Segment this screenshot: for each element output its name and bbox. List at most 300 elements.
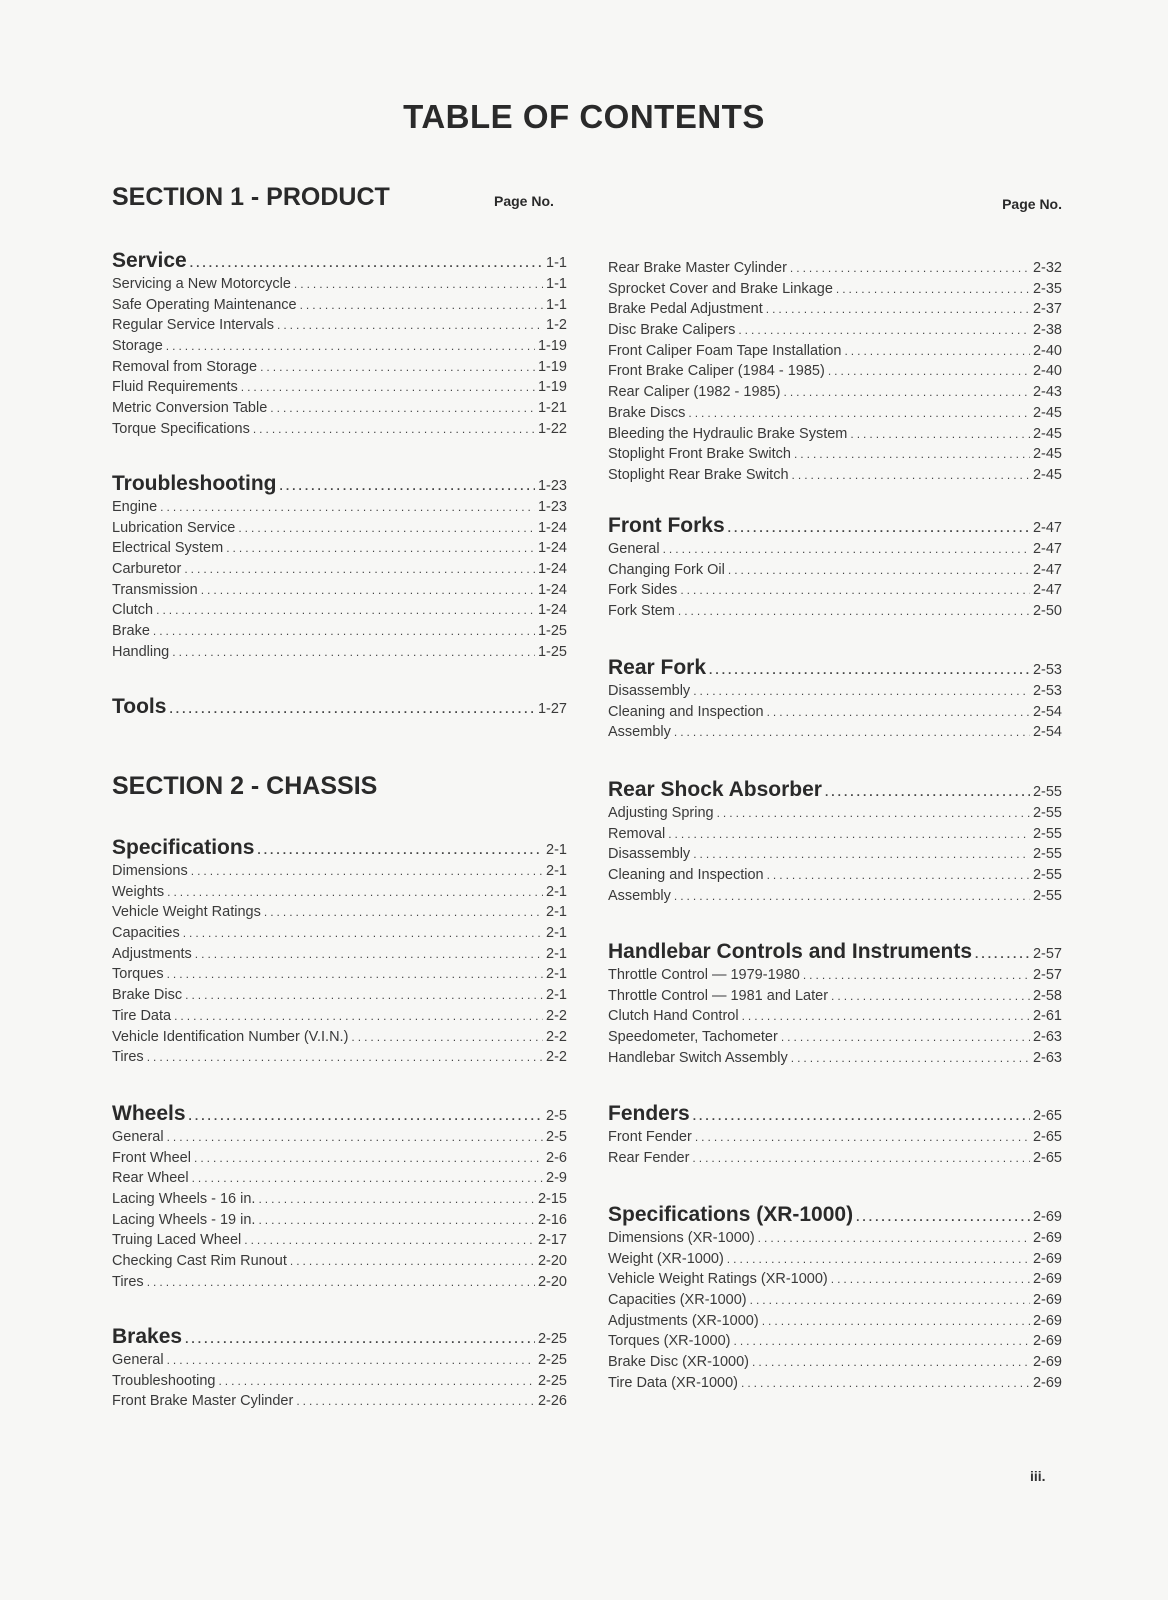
dot-leader (663, 539, 1030, 560)
toc-entry-row-page-number: 2-37 (1032, 301, 1062, 318)
toc-entry-row-page-number: 2-53 (1032, 683, 1062, 699)
dot-leader (191, 861, 543, 882)
toc-entry-row (608, 722, 1062, 743)
toc-entry-row-label: Front Brake Caliper (1984 - 1985) (608, 363, 825, 380)
toc-entry-row (608, 299, 1062, 320)
toc-entry-row-page-number: 2-47 (1032, 541, 1062, 557)
toc-entry-row-label: Torque Specifications (112, 420, 250, 437)
toc-heading-row-label: Rear Shock Absorber (608, 778, 822, 801)
toc-entry-row-label: Troubleshooting (112, 1372, 216, 1389)
toc-entry-row (608, 601, 1062, 622)
dot-leader (688, 403, 1030, 424)
toc-entry-row (112, 642, 567, 663)
dot-leader (728, 560, 1030, 581)
toc-entry-row (112, 1006, 567, 1027)
dot-leader (167, 1127, 543, 1148)
toc-entry-row-label: Regular Service Intervals (112, 317, 274, 334)
toc-heading-row (608, 655, 1062, 681)
dot-leader (752, 1352, 1030, 1373)
toc-entry-row-page-number: 2-26 (537, 1393, 567, 1410)
dot-leader (174, 1006, 543, 1027)
toc-entry-row (112, 1027, 567, 1048)
toc-group-front-forks (608, 513, 1062, 622)
toc-entry-row (112, 497, 567, 518)
toc-entry-row (608, 865, 1062, 886)
toc-entry-row (608, 1048, 1062, 1069)
toc-entry-row (608, 702, 1062, 723)
dot-leader (692, 1148, 1030, 1169)
toc-heading-row (608, 1202, 1062, 1228)
toc-entry-row-page-number: 2-55 (1032, 887, 1062, 904)
toc-entry-row-page-number: 2-57 (1032, 967, 1062, 983)
toc-heading-row-label: Front Forks (608, 514, 725, 537)
toc-entry-row-page-number: 2-40 (1032, 342, 1062, 359)
toc-heading-row (608, 1101, 1062, 1127)
toc-group-rear-shock-absorber (608, 777, 1062, 906)
toc-group-fenders (608, 1101, 1062, 1168)
toc-entry-row (608, 1290, 1062, 1311)
toc-entry-row-label: Removal (608, 825, 666, 842)
toc-entry-row-label: Servicing a New Motorcycle (112, 276, 291, 292)
dot-leader (241, 377, 535, 398)
toc-entry-row (608, 1373, 1062, 1394)
toc-heading-row (112, 248, 567, 274)
toc-entry-row-page-number: 1-24 (537, 519, 567, 536)
toc-entry-row-page-number: 2-9 (546, 1170, 567, 1187)
toc-entry-row-label: Adjustments (112, 945, 192, 962)
toc-heading-row-page-number: 2-65 (1032, 1108, 1062, 1124)
toc-entry-row-page-number: 2-63 (1032, 1029, 1062, 1046)
dot-leader (279, 473, 534, 499)
toc-entry-row-page-number: 1-19 (537, 379, 567, 396)
toc-heading-row (608, 513, 1062, 539)
toc-entry-row-page-number: 1-1 (546, 276, 567, 292)
dot-leader (156, 600, 535, 621)
toc-entry-row-page-number: 2-15 (537, 1191, 567, 1208)
toc-entry-row-page-number: 2-50 (1032, 603, 1062, 620)
toc-entry-row (608, 1006, 1062, 1027)
toc-heading-row-label: Wheels (112, 1102, 186, 1125)
toc-entry-row-label: Throttle Control — 1981 and Later (608, 987, 829, 1004)
toc-entry-row (608, 444, 1062, 465)
toc-entry-row-page-number: 2-63 (1032, 1049, 1062, 1066)
section-1-heading: SECTION 1 - PRODUCT (112, 183, 390, 211)
toc-entry-row-label: General (112, 1129, 164, 1145)
toc-entry-row (608, 560, 1062, 581)
toc-entry-row-page-number: 2-1 (546, 863, 567, 879)
toc-entry-row-label: Checking Cast Rim Runout (112, 1253, 287, 1270)
toc-heading-row-page-number: 2-47 (1032, 520, 1062, 536)
dot-leader (258, 1189, 535, 1210)
toc-entry-row-page-number: 2-45 (1032, 404, 1062, 421)
toc-entry-row-page-number: 2-1 (546, 925, 567, 942)
toc-entry-row (608, 1027, 1062, 1048)
dot-leader (147, 1272, 535, 1293)
toc-entry-row (112, 295, 567, 316)
toc-heading-row-label: Fenders (608, 1102, 690, 1125)
dot-leader (674, 886, 1030, 907)
toc-entry-row-page-number: 2-45 (1032, 466, 1062, 483)
dot-leader (351, 1027, 543, 1048)
toc-entry-row-label: Truing Laced Wheel (112, 1232, 242, 1249)
toc-entry-row-label: Dimensions (XR-1000) (608, 1230, 755, 1246)
toc-group-troubleshooting (112, 471, 567, 663)
toc-entry-row-label: Front Wheel (112, 1149, 191, 1166)
page-number: iii. (1030, 1468, 1046, 1484)
toc-entry-row-label: Disc Brake Calipers (608, 322, 736, 339)
toc-entry-row-label: Disassembly (608, 683, 691, 699)
toc-entry-row-page-number: 2-5 (546, 1129, 567, 1145)
dot-leader (270, 398, 535, 419)
toc-entry-row (112, 274, 567, 295)
toc-heading-row (608, 939, 1062, 965)
toc-entry-row-page-number: 2-2 (546, 1028, 567, 1045)
toc-entry-row (112, 538, 567, 559)
dot-leader (300, 295, 543, 316)
toc-heading-row (112, 835, 567, 861)
toc-entry-row-page-number: 2-20 (537, 1273, 567, 1290)
toc-entry-row-page-number: 2-58 (1032, 987, 1062, 1004)
dot-leader (709, 657, 1030, 683)
toc-heading-row-label: Troubleshooting (112, 472, 277, 495)
dot-leader (294, 274, 543, 295)
toc-entry-row-label: Tire Data (112, 1007, 172, 1024)
dot-leader (296, 1391, 535, 1412)
toc-heading-row-label: Specifications (XR-1000) (608, 1203, 854, 1226)
toc-entry-row-page-number: 2-55 (1032, 846, 1062, 863)
toc-heading-row-label: Rear Fork (608, 656, 707, 679)
toc-entry-row-page-number: 2-20 (537, 1253, 567, 1270)
toc-group-rear-fork (608, 655, 1062, 743)
dot-leader (192, 1168, 543, 1189)
toc-heading-row (112, 694, 567, 720)
toc-entry-row-label: Vehicle Weight Ratings (112, 904, 261, 921)
dot-leader (781, 1027, 1030, 1048)
toc-entry-row-label: Adjusting Spring (608, 805, 714, 821)
toc-entry-row-label: Disassembly (608, 846, 691, 863)
toc-entry-row-label: Tires (112, 1273, 144, 1290)
toc-entry-row (608, 382, 1062, 403)
dot-leader (693, 1103, 1030, 1129)
toc-entry-row (112, 621, 567, 642)
toc-entry-row-label: Storage (112, 338, 163, 355)
toc-heading-row-page-number: 1-1 (546, 255, 567, 271)
toc-entry-row-page-number: 2-47 (1032, 561, 1062, 578)
dot-leader (190, 250, 543, 276)
toc-entry-row-page-number: 2-47 (1032, 582, 1062, 599)
dot-leader (674, 722, 1030, 743)
toc-entry-row-label: Lubrication Service (112, 519, 236, 536)
dot-leader (185, 985, 543, 1006)
toc-entry-row-label: Brake Pedal Adjustment (608, 301, 763, 318)
toc-entry-row-label: Transmission (112, 581, 198, 598)
dot-leader (678, 601, 1030, 622)
toc-entry-row-page-number: 2-69 (1032, 1333, 1062, 1350)
dot-leader (185, 1326, 535, 1352)
toc-entry-row-page-number: 2-69 (1032, 1292, 1062, 1309)
toc-entry-row-label: Torques (112, 966, 164, 983)
toc-entry-row (608, 539, 1062, 560)
toc-entry-row-label: Front Brake Master Cylinder (112, 1393, 294, 1410)
toc-entry-row-page-number: 1-25 (537, 643, 567, 660)
toc-entry-row (112, 518, 567, 539)
dot-leader (783, 382, 1029, 403)
toc-entry-row-page-number: 2-55 (1032, 825, 1062, 842)
toc-entry-row-page-number: 1-21 (537, 400, 567, 417)
toc-group-handlebar-controls (608, 939, 1062, 1068)
dot-leader (767, 702, 1030, 723)
toc-entry-row (112, 1127, 567, 1148)
dot-leader (172, 642, 535, 663)
dot-leader (693, 681, 1030, 702)
toc-entry-row-page-number: 1-25 (537, 623, 567, 640)
dot-leader (194, 1148, 543, 1169)
toc-entry-row-label: Clutch (112, 602, 154, 619)
toc-heading-row-label: Specifications (112, 836, 255, 859)
toc-entry-row-label: Stoplight Front Brake Switch (608, 446, 791, 463)
dot-leader (169, 696, 535, 722)
dot-leader (226, 538, 535, 559)
dot-leader (264, 902, 543, 923)
toc-entry-row (112, 1210, 567, 1231)
toc-entry-row-label: Vehicle Weight Ratings (XR-1000) (608, 1271, 828, 1288)
toc-entry-row-label: Carburetor (112, 561, 182, 578)
toc-heading-row-label: Handlebar Controls and Instruments (608, 940, 973, 963)
toc-entry-row-label: General (608, 541, 660, 557)
dot-leader (717, 803, 1030, 824)
dot-leader (727, 1249, 1030, 1270)
dot-leader (825, 779, 1030, 805)
toc-entry-row-page-number: 2-1 (546, 945, 567, 962)
toc-heading-row-page-number: 1-23 (537, 478, 567, 494)
dot-leader (828, 361, 1030, 382)
toc-entry-row-label: General (112, 1352, 164, 1368)
dot-leader (167, 964, 543, 985)
toc-entry-row-label: Fork Stem (608, 603, 675, 620)
toc-entry-row-label: Front Caliper Foam Tape Installation (608, 342, 842, 359)
toc-entry-row-label: Tire Data (XR-1000) (608, 1374, 739, 1391)
page-title: TABLE OF CONTENTS (403, 98, 765, 135)
dot-leader (738, 320, 1030, 341)
toc-entry-row (608, 361, 1062, 382)
toc-entry-row-page-number: 1-19 (537, 358, 567, 375)
toc-group-brakes (112, 1324, 567, 1412)
dot-leader (189, 1103, 544, 1129)
dot-leader (791, 1048, 1030, 1069)
toc-heading-row-page-number: 2-57 (1032, 946, 1062, 962)
toc-entry-row (112, 419, 567, 440)
toc-heading-row-page-number: 2-5 (546, 1108, 567, 1124)
toc-entry-row-page-number: 2-1 (546, 904, 567, 921)
toc-entry-row (112, 559, 567, 580)
toc-group-specifications-xr1000 (608, 1202, 1062, 1394)
toc-entry-row-label: Assembly (608, 724, 671, 741)
dot-leader (253, 419, 535, 440)
dot-leader (290, 1251, 535, 1272)
toc-entry-row-page-number: 2-1 (546, 966, 567, 983)
toc-entry-row-label: Throttle Control — 1979-1980 (608, 967, 800, 983)
dot-leader (680, 580, 1030, 601)
toc-entry-row-label: Rear Fender (608, 1149, 690, 1166)
toc-entry-row (112, 1230, 567, 1251)
toc-entry-row (608, 844, 1062, 865)
toc-entry-row-label: Fork Sides (608, 582, 678, 599)
toc-entry-row-label: Brake Discs (608, 404, 686, 421)
dot-leader (762, 1311, 1030, 1332)
toc-entry-row-page-number: 2-45 (1032, 446, 1062, 463)
toc-entry-row (608, 1148, 1062, 1169)
toc-entry-row (112, 1350, 567, 1371)
toc-entry-row-page-number: 2-61 (1032, 1008, 1062, 1025)
toc-entry-row-page-number: 2-16 (537, 1211, 567, 1228)
toc-entry-row-label: Stoplight Rear Brake Switch (608, 466, 789, 483)
toc-entry-row (608, 681, 1062, 702)
toc-group-brakes-continued (608, 258, 1062, 486)
dot-leader (734, 1331, 1030, 1352)
dot-leader (244, 1230, 535, 1251)
toc-entry-row (112, 923, 567, 944)
toc-entry-row-page-number: 1-23 (537, 499, 567, 515)
dot-leader (167, 1350, 535, 1371)
toc-entry-row-page-number: 2-54 (1032, 724, 1062, 741)
toc-entry-row-label: Rear Wheel (112, 1170, 189, 1187)
toc-entry-row (608, 965, 1062, 986)
toc-entry-row-label: Torques (XR-1000) (608, 1333, 731, 1350)
toc-entry-row-label: Cleaning and Inspection (608, 867, 764, 884)
toc-entry-row-page-number: 2-40 (1032, 363, 1062, 380)
dot-leader (844, 341, 1030, 362)
toc-entry-row-label: Electrical System (112, 540, 224, 557)
toc-entry-row-page-number: 2-54 (1032, 703, 1062, 720)
toc-entry-row-page-number: 2-25 (537, 1352, 567, 1368)
dot-leader (277, 315, 543, 336)
toc-entry-row-page-number: 2-1 (546, 987, 567, 1004)
toc-entry-row-label: Weight (XR-1000) (608, 1250, 724, 1267)
dot-leader (183, 923, 543, 944)
toc-heading-row-page-number: 2-55 (1032, 784, 1062, 800)
toc-entry-row (112, 1391, 567, 1412)
toc-entry-row (608, 580, 1062, 601)
toc-entry-row-page-number: 2-55 (1032, 805, 1062, 821)
toc-entry-row (112, 1047, 567, 1068)
toc-entry-row-label: Capacities (112, 925, 180, 942)
toc-entry-row (608, 1311, 1062, 1332)
dot-leader (750, 1290, 1030, 1311)
section-2-heading: SECTION 2 - CHASSIS (112, 772, 378, 800)
toc-entry-row (112, 377, 567, 398)
dot-leader (856, 1204, 1030, 1230)
toc-entry-row-page-number: 2-43 (1032, 384, 1062, 401)
toc-entry-row (608, 279, 1062, 300)
toc-entry-row (112, 985, 567, 1006)
toc-entry-row (112, 1272, 567, 1293)
dot-leader (160, 497, 535, 518)
toc-entry-row (608, 824, 1062, 845)
toc-entry-row-label: Safe Operating Maintenance (112, 296, 297, 313)
toc-entry-row (608, 1228, 1062, 1249)
dot-leader (831, 1269, 1030, 1290)
toc-entry-row (608, 1127, 1062, 1148)
toc-heading-row-page-number: 2-69 (1032, 1209, 1062, 1225)
toc-entry-row (608, 886, 1062, 907)
dot-leader (693, 844, 1030, 865)
dot-leader (790, 258, 1030, 279)
toc-entry-row-label: Rear Brake Master Cylinder (608, 260, 787, 276)
toc-entry-row (112, 902, 567, 923)
toc-entry-row (112, 580, 567, 601)
dot-leader (147, 1047, 543, 1068)
dot-leader (201, 580, 535, 601)
toc-entry-row-label: Assembly (608, 887, 671, 904)
toc-group-tools (112, 694, 567, 720)
toc-entry-row-page-number: 1-1 (546, 296, 567, 313)
toc-entry-row-label: Handling (112, 643, 170, 660)
toc-heading-row-label: Service (112, 249, 187, 272)
toc-entry-row-page-number: 2-25 (537, 1372, 567, 1389)
dot-leader (238, 518, 535, 539)
toc-entry-row-label: Vehicle Identification Number (V.I.N.) (112, 1028, 349, 1045)
toc-entry-row-label: Handlebar Switch Assembly (608, 1049, 788, 1066)
toc-entry-row-label: Rear Caliper (1982 - 1985) (608, 384, 781, 401)
toc-entry-row (608, 803, 1062, 824)
toc-entry-row (112, 315, 567, 336)
toc-entry-row-page-number: 2-2 (546, 1049, 567, 1066)
toc-entry-row-label: Engine (112, 499, 158, 515)
toc-entry-row-label: Removal from Storage (112, 358, 258, 375)
toc-entry-row-label: Front Fender (608, 1129, 692, 1145)
toc-entry-row-label: Fluid Requirements (112, 379, 238, 396)
dot-leader (831, 986, 1030, 1007)
dot-leader (153, 621, 535, 642)
toc-entry-row-page-number: 1-22 (537, 420, 567, 437)
toc-entry-row (112, 861, 567, 882)
toc-entry-row (112, 1168, 567, 1189)
toc-entry-row-page-number: 2-69 (1032, 1312, 1062, 1329)
toc-entry-row-page-number: 1-2 (546, 317, 567, 334)
toc-heading-row (112, 1101, 567, 1127)
toc-entry-row-label: Dimensions (112, 863, 188, 879)
toc-entry-row (112, 357, 567, 378)
dot-leader (836, 279, 1030, 300)
dot-leader (695, 1127, 1030, 1148)
dot-leader (195, 944, 543, 965)
toc-entry-row (112, 336, 567, 357)
toc-entry-row-label: Weights (112, 883, 165, 900)
dot-leader (975, 941, 1030, 967)
toc-entry-row (608, 341, 1062, 362)
toc-entry-row-label: Brake Disc (112, 987, 183, 1004)
toc-entry-row-label: Bleeding the Hydraulic Brake System (608, 425, 848, 442)
dot-leader (218, 1371, 535, 1392)
dot-leader (668, 824, 1030, 845)
toc-entry-row-label: Tires (112, 1049, 144, 1066)
toc-heading-row-page-number: 2-53 (1032, 662, 1062, 678)
toc-entry-row-page-number: 2-2 (546, 1007, 567, 1024)
toc-entry-row-page-number: 2-69 (1032, 1354, 1062, 1371)
toc-entry-row (112, 398, 567, 419)
toc-entry-row-page-number: 2-38 (1032, 322, 1062, 339)
page-number-label-right: Page No. (1002, 196, 1062, 212)
toc-entry-row-page-number: 2-69 (1032, 1250, 1062, 1267)
toc-entry-row-label: Lacing Wheels - 16 in. (112, 1191, 256, 1208)
toc-entry-row (112, 1251, 567, 1272)
toc-group-wheels (112, 1101, 567, 1293)
dot-leader (792, 465, 1030, 486)
toc-entry-row (608, 1331, 1062, 1352)
toc-entry-row (112, 1148, 567, 1169)
toc-entry-row (608, 258, 1062, 279)
dot-leader (257, 837, 543, 863)
